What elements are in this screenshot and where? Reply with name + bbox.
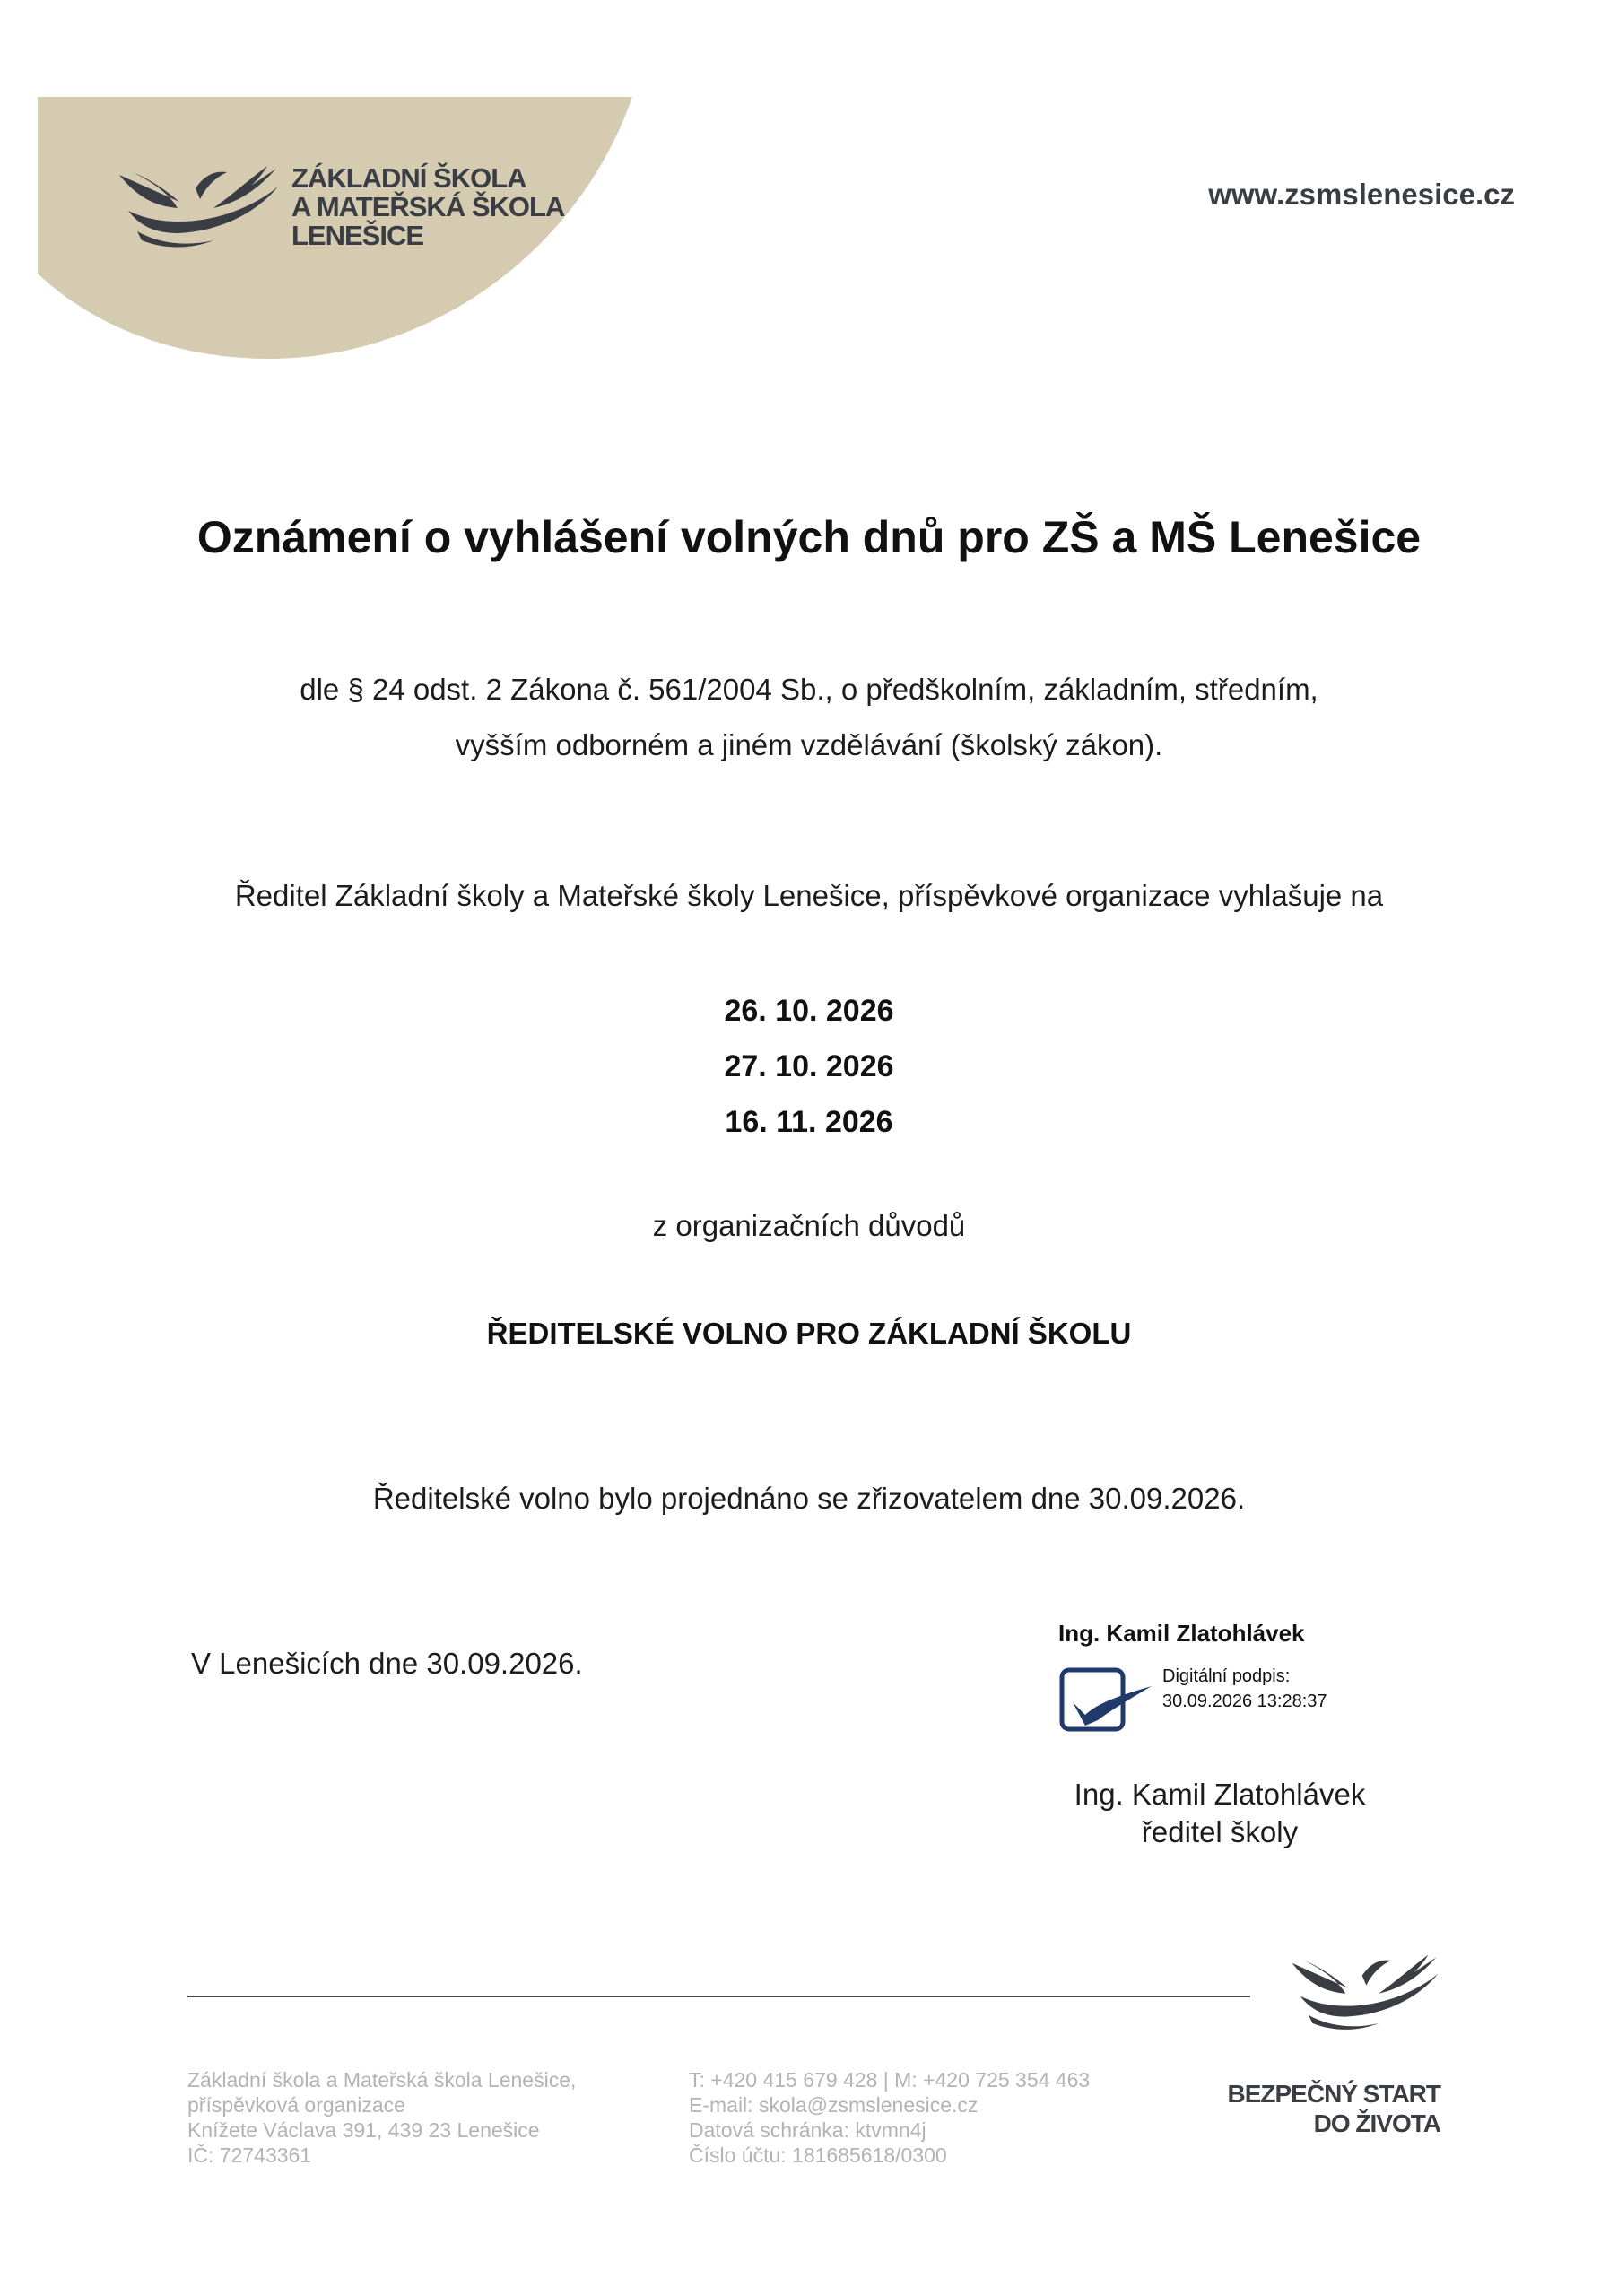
logo-line: LENEŠICE: [291, 220, 424, 251]
footer-email[interactable]: E-mail: skola@zsmslenesice.cz: [689, 2093, 979, 2117]
footer-line: Knížete Václava 391, 439 23 Lenešice: [187, 2118, 540, 2142]
legal-reference: [0, 662, 1618, 773]
digital-signature-icon: [1058, 1666, 1157, 1735]
footer-line: IČ: 72743361: [187, 2144, 312, 2167]
footer-phone: T: +420 415 679 428 | M: +420 725 354 463: [689, 2068, 1091, 2092]
logo-line: ZÁKLADNÍ ŠKOLA: [291, 162, 526, 194]
date-item: 26. 10. 2026: [724, 994, 894, 1028]
signer-name: Ing. Kamil Zlatohlávek: [1058, 1620, 1305, 1647]
website-link[interactable]: www.zsmslenesice.cz: [1208, 178, 1515, 211]
birds-logo-icon: [1287, 1951, 1441, 2033]
signature-role: ředitel školy: [1141, 1815, 1299, 1848]
footer-databox: Datová schránka: ktvmn4j: [689, 2118, 926, 2142]
footer-divider: [187, 1996, 1250, 1997]
date-item: 27. 10. 2026: [724, 1049, 894, 1083]
signature-name: Ing. Kamil Zlatohlávek: [1074, 1778, 1366, 1811]
document-title: Oznámení o vyhlášení volných dnů pro ZŠ a MŠ Lenešice: [196, 512, 1422, 562]
slogan-line: BEZPEČNÝ START: [1227, 2080, 1440, 2108]
date-item: 16. 11. 2026: [725, 1105, 893, 1139]
birds-logo-icon: [115, 161, 281, 251]
school-logo-text: [291, 164, 587, 250]
footer-slogan: [1184, 2079, 1440, 2138]
announcement-headline: ŘEDITELSKÉ VOLNO PRO ZÁKLADNÍ ŠKOLU: [486, 1317, 1132, 1350]
footer-contacts: [689, 2067, 1090, 2168]
director-statement: Ředitel Základní školy a Mateřské školy Lenešice, příspěvkové organizace vyhlašuje na: [234, 879, 1384, 912]
signature-block: [1040, 1776, 1399, 1851]
footer-account: Číslo účtu: 181685618/0300: [689, 2144, 947, 2167]
legal-line: vyšším odborném a jiném vzdělávání (školský zákon).: [455, 728, 1163, 761]
slogan-line: DO ŽIVOTA: [1313, 2109, 1440, 2137]
legal-line: dle § 24 odst. 2 Zákona č. 561/2004 Sb., o předškolním, základním, středním,: [300, 673, 1318, 706]
digital-signature-time: 30.09.2026 13:28:37: [1162, 1692, 1327, 1711]
footer-line: příspěvková organizace: [187, 2093, 405, 2117]
reason-text: z organizačních důvodů: [652, 1209, 966, 1242]
digital-signature-label: Digitální podpis:: [1162, 1666, 1291, 1686]
footer-line: Základní škola a Mateřská škola Lenešice,: [187, 2068, 577, 2092]
place-date: V Lenešicích dne 30.09.2026.: [191, 1647, 583, 1680]
footer-address: [187, 2067, 576, 2168]
digital-signature-info: [1162, 1664, 1327, 1714]
dates-list: [0, 983, 1618, 1150]
logo-line: A MATEŘSKÁ ŠKOLA: [291, 191, 565, 222]
discussed-note: Ředitelské volno bylo projednáno se zřizovatelem dne 30.09.2026.: [372, 1482, 1246, 1515]
